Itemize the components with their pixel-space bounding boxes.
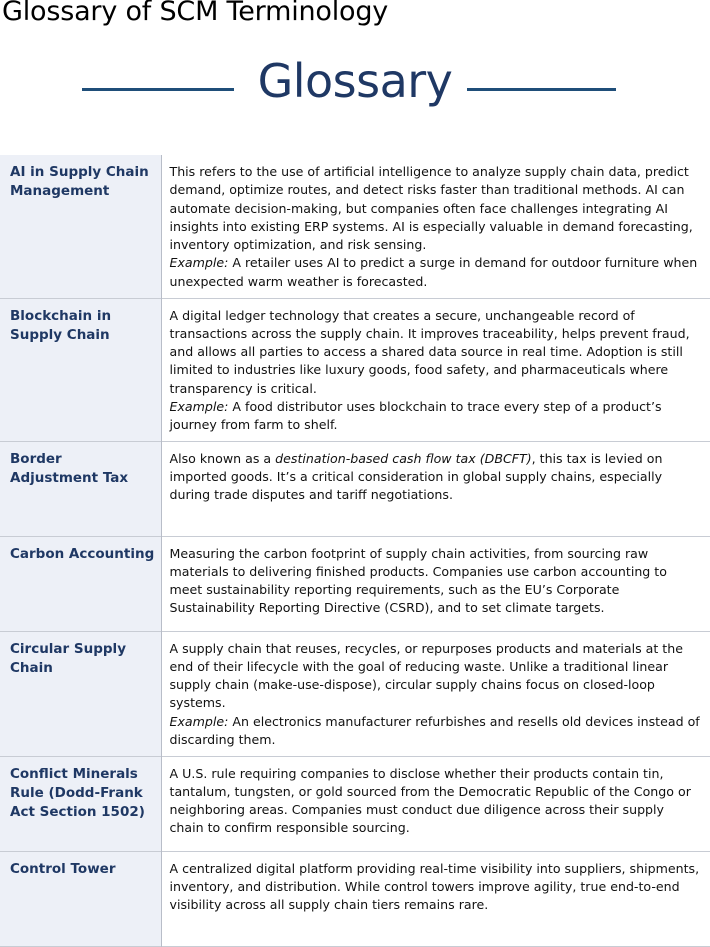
definition-text: A supply chain that reuses, recycles, or repurposes products and materials at the end of their lifecycle with the goal of reducing waste. Unlike a traditional linear supply chain (make-use-dispose), circular supply chains focus on closed-loop systems. — [169, 640, 683, 711]
example-text: A retailer uses AI to predict a surge in demand for outdoor furniture when unexpected warm weather is forecasted. — [169, 255, 698, 289]
glossary-row — [0, 851, 710, 946]
glossary-definition: A U.S. rule requiring companies to disclose whether their products contain tin, tantalum, tungsten, or gold sourced from the Democratic Republic of the Congo or neighboring areas. Companies must conduct due diligence across their supply chain to confirm responsible sourcing. — [169, 765, 691, 836]
glossary-table — [0, 155, 710, 947]
page-title: Glossary of SCM Terminology — [2, 0, 389, 27]
glossary-definition — [161, 155, 710, 298]
glossary-term: Border Adjustment Tax — [0, 441, 161, 536]
example-text: A food distributor uses blockchain to trace every step of a product’s journey from farm to shelf. — [169, 398, 662, 433]
definition-text: Also known as a — [169, 450, 276, 466]
glossary-term: Conflict Minerals Rule (Dodd-Frank Act Section 1502) — [0, 756, 161, 851]
glossary-row — [0, 756, 710, 851]
glossary-term: Carbon Accounting — [0, 536, 161, 631]
definition-text: A digital ledger technology that creates a secure, unchangeable record of transactions across the supply chain. It improves traceability, helps prevent fraud, and allows all parties to access a shared data source in real time. Adoption is still limited to industries like luxury goods, food safety, and pharmaceuticals where transparency is critical. — [169, 307, 690, 396]
definition-text: , this tax is levied on imported goods. It’s a critical consideration in global supply chains, especially during trade disputes and tariff negotiations. — [169, 450, 663, 503]
banner-rule-right — [467, 88, 616, 91]
example-text: An electronics manufacturer refurbishes and resells old devices instead of discarding them. — [169, 713, 700, 747]
example-label: Example: — [169, 398, 229, 414]
glossary-term: Control Tower — [0, 851, 161, 946]
glossary-definition — [161, 631, 710, 756]
banner-heading: Glossary — [257, 54, 453, 108]
glossary-definition: Measuring the carbon footprint of supply chain activities, from sourcing raw materials to delivering finished products. Companies use carbon accounting to meet sustainability reporting requirements, such as the EU’s Corporate Sustainability Reporting Directive (CSRD), and to set climate targets. — [169, 545, 667, 616]
example-label: Example: — [169, 255, 229, 271]
glossary-row — [0, 155, 710, 298]
glossary-term: Blockchain in Supply Chain — [0, 298, 161, 441]
glossary-definition: A centralized digital platform providing real-time visibility into suppliers, shipments, inventory, and distribution. While control towers improve agility, true end-to-end visibility across all supply chain tiers remains rare. — [169, 860, 700, 913]
glossary-row — [0, 298, 710, 441]
glossary-banner — [0, 54, 710, 120]
definition-text: This refers to the use of artificial intelligence to analyze supply chain data, predict demand, optimize routes, and detect risks faster than traditional methods. AI can automate decision-making, but companies often face challenges integrating AI insights into existing ERP systems. AI is especially valuable in demand forecasting, inventory optimization, and risk sensing. — [169, 164, 693, 253]
glossary-definition — [161, 298, 710, 441]
glossary-term: Circular Supply Chain — [0, 631, 161, 756]
glossary-row — [0, 441, 710, 536]
glossary-row — [0, 536, 710, 631]
definition-italic-text: destination-based cash flow tax (DBCFT) — [275, 450, 532, 466]
glossary-row — [0, 631, 710, 756]
example-label: Example: — [169, 713, 229, 729]
glossary-definition — [161, 441, 710, 536]
glossary-term: AI in Supply Chain Management — [0, 155, 161, 298]
